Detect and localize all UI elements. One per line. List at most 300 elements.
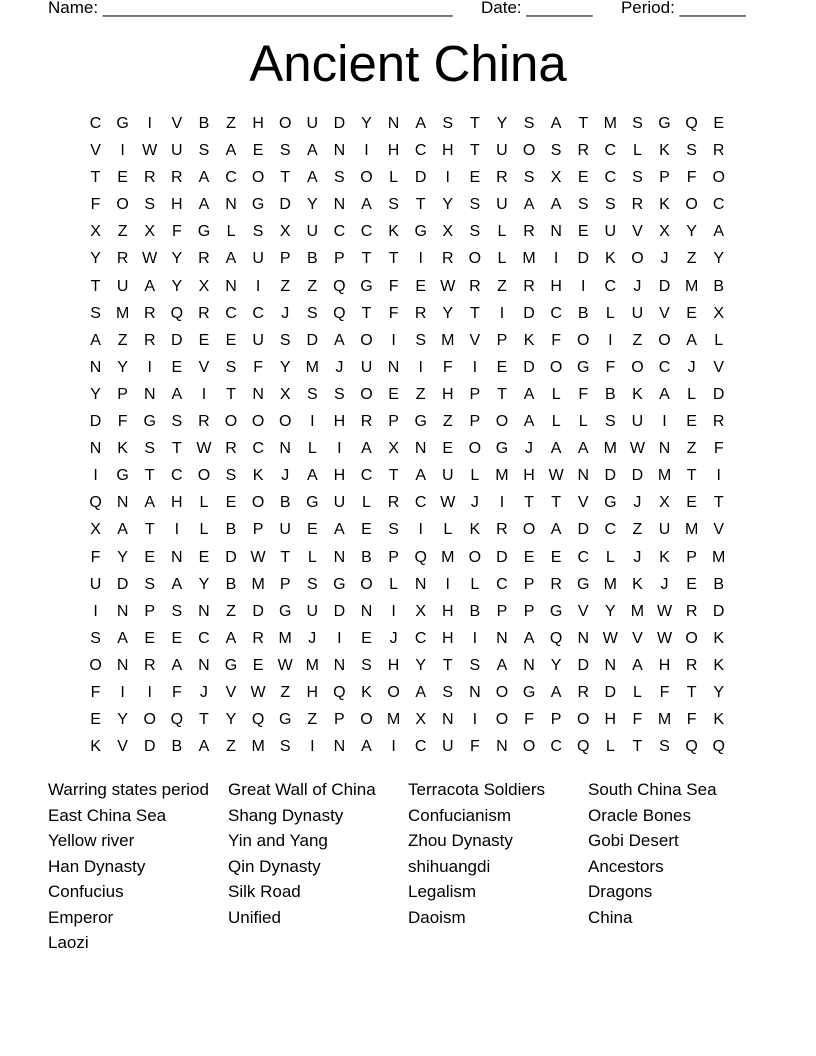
grid-letter: S <box>171 413 183 431</box>
grid-letter: R <box>198 304 210 322</box>
word-list-item: Daoism <box>408 907 466 927</box>
grid-letter: N <box>604 656 617 674</box>
grid-letter: L <box>714 331 724 349</box>
grid-letter: I <box>391 331 396 349</box>
grid-letter: O <box>116 196 129 214</box>
grid-letter: B <box>577 304 589 322</box>
grid-letter: M <box>603 115 617 132</box>
grid-letter: F <box>605 358 616 376</box>
grid-letter: A <box>171 575 183 593</box>
word-list-item: Dragons <box>588 882 653 901</box>
word-list-item: Great Wall of China <box>228 780 376 799</box>
word-list-item: Terracota Soldiers <box>408 780 546 799</box>
grid-letter: M <box>441 331 455 349</box>
grid-letter: F <box>551 331 562 349</box>
grid-letter: B <box>279 494 291 512</box>
grid-letter: O <box>360 575 373 593</box>
grid-letter: D <box>279 196 291 214</box>
grid-letter: A <box>713 223 725 241</box>
grid-letter: F <box>90 548 101 566</box>
grid-letter: O <box>251 494 265 512</box>
grid-letter: E <box>577 223 589 241</box>
grid-letter: B <box>306 250 318 268</box>
grid-letter: F <box>524 711 534 729</box>
grid-letter: D <box>414 169 427 187</box>
grid-letter: V <box>577 602 589 620</box>
word-search-grid <box>82 110 732 760</box>
grid-letter: Z <box>415 385 426 403</box>
grid-letter: E <box>252 142 264 160</box>
grid-letter: T <box>144 521 155 539</box>
grid-letter: D <box>333 602 346 620</box>
grid-letter: F <box>117 413 128 431</box>
grid-letter: W <box>277 656 293 674</box>
grid-letter: X <box>713 304 725 322</box>
grid-letter: C <box>252 440 264 458</box>
grid-letter: K <box>469 521 481 539</box>
grid-letter: Y <box>198 575 210 593</box>
grid-letter: E <box>415 277 426 295</box>
grid-letter: P <box>388 548 399 566</box>
grid-letter: Z <box>497 277 507 295</box>
grid-letter: T <box>713 494 724 512</box>
grid-letter: T <box>551 494 562 512</box>
grid-letter: E <box>225 494 237 512</box>
grid-letter: S <box>469 656 481 674</box>
grid-letter: A <box>550 521 562 539</box>
grid-letter: S <box>388 196 399 214</box>
grid-letter: I <box>608 331 613 349</box>
grid-letter: A <box>361 738 372 756</box>
grid-letter: P <box>334 711 345 729</box>
grid-letter: C <box>604 142 617 160</box>
grid-letter: T <box>497 385 507 403</box>
grid-letter: Y <box>171 277 183 295</box>
grid-letter: A <box>117 629 128 647</box>
grid-letter: M <box>251 738 265 756</box>
grid-letter: R <box>387 494 400 512</box>
grid-letter: J <box>470 494 479 512</box>
grid-letter: W <box>142 250 158 268</box>
grid-letter: F <box>686 711 697 729</box>
word-list-item: Yin and Yang <box>228 831 328 850</box>
grid-letter: I <box>147 358 152 376</box>
grid-letter: Q <box>333 683 346 701</box>
grid-letter: A <box>225 629 237 647</box>
grid-letter: R <box>523 277 535 295</box>
grid-letter: W <box>142 142 158 160</box>
grid-letter: J <box>633 548 642 566</box>
grid-letter: N <box>414 575 427 593</box>
grid-letter: V <box>90 142 101 160</box>
grid-letter: S <box>171 602 183 620</box>
grid-letter: N <box>496 738 508 756</box>
grid-letter: S <box>198 142 210 160</box>
grid-letter: S <box>604 413 616 431</box>
grid-letter: I <box>472 711 478 729</box>
grid-letter: G <box>658 115 671 132</box>
grid-letter: U <box>306 223 319 241</box>
grid-letter: E <box>361 521 372 539</box>
grid-letter: V <box>577 494 589 512</box>
grid-letter: S <box>225 358 237 376</box>
grid-letter: E <box>198 548 210 566</box>
grid-letter: O <box>360 331 373 349</box>
grid-letter: J <box>660 250 669 268</box>
grid-letter: M <box>712 548 726 566</box>
grid-letter: S <box>279 142 291 160</box>
grid-letter: J <box>633 277 642 295</box>
word-list-item: Confucius <box>48 882 124 901</box>
grid-letter: N <box>360 602 373 620</box>
grid-letter: O <box>278 413 292 431</box>
grid-letter: H <box>387 656 400 674</box>
grid-letter: N <box>198 656 210 674</box>
grid-letter: N <box>577 467 590 485</box>
grid-letter: D <box>631 467 644 485</box>
grid-letter: Y <box>306 196 318 214</box>
grid-letter: I <box>147 115 152 132</box>
grid-letter: R <box>225 440 237 458</box>
grid-letter: T <box>388 467 399 485</box>
grid-letter: J <box>525 440 534 458</box>
grid-letter: Y <box>279 358 291 376</box>
grid-letter: H <box>333 413 346 431</box>
grid-letter: D <box>577 656 590 674</box>
grid-letter: T <box>90 169 101 187</box>
grid-letter: I <box>310 413 315 431</box>
grid-letter: G <box>549 602 563 620</box>
grid-letter: S <box>279 331 291 349</box>
grid-letter: F <box>388 277 399 295</box>
grid-letter: H <box>252 115 264 132</box>
grid-letter: A <box>361 440 372 458</box>
grid-letter: C <box>658 358 671 376</box>
grid-letter: T <box>524 494 534 512</box>
grid-letter: I <box>93 602 98 620</box>
grid-letter: Z <box>686 250 697 268</box>
grid-letter: H <box>387 142 400 160</box>
grid-letter: G <box>604 494 617 512</box>
period-label: Period: <box>620 0 675 17</box>
grid-letter: U <box>116 277 129 295</box>
page-title: Ancient China <box>249 35 567 92</box>
grid-letter: A <box>198 738 210 756</box>
grid-letter: G <box>522 683 536 701</box>
grid-letter: P <box>279 250 291 268</box>
grid-letter: U <box>252 331 264 349</box>
grid-letter: N <box>469 683 481 701</box>
grid-letter: I <box>499 494 505 512</box>
grid-letter: S <box>523 169 535 187</box>
grid-letter: C <box>171 467 183 485</box>
word-list-item: South China Sea <box>588 780 717 799</box>
grid-letter: N <box>225 196 237 214</box>
grid-letter: V <box>632 629 643 647</box>
grid-letter: P <box>496 602 508 620</box>
grid-letter: N <box>225 277 237 295</box>
grid-letter: A <box>686 331 697 349</box>
grid-letter: W <box>629 440 645 458</box>
grid-letter: P <box>469 413 481 431</box>
grid-letter: O <box>360 385 373 403</box>
grid-letter: O <box>495 711 509 729</box>
grid-letter: F <box>713 440 724 458</box>
grid-letter: O <box>495 683 509 701</box>
grid-letter: Z <box>117 223 128 241</box>
grid-letter: Z <box>226 602 236 620</box>
grid-letter: R <box>198 413 210 431</box>
grid-letter: F <box>686 169 697 187</box>
grid-letter: S <box>604 196 616 214</box>
grid-letter: A <box>306 142 318 160</box>
grid-letter: Y <box>496 115 508 132</box>
grid-letter: A <box>523 629 535 647</box>
grid-letter: R <box>685 602 698 620</box>
grid-letter: F <box>90 196 101 214</box>
grid-letter: L <box>199 494 209 512</box>
grid-letter: Y <box>171 250 183 268</box>
grid-letter: T <box>90 277 101 295</box>
grid-letter: G <box>116 115 129 132</box>
grid-letter: O <box>522 738 536 756</box>
grid-letter: P <box>686 548 697 566</box>
grid-letter: L <box>362 494 371 512</box>
grid-letter: D <box>658 277 671 295</box>
grid-letter: R <box>496 169 508 187</box>
grid-letter: U <box>89 575 102 593</box>
grid-letter: E <box>550 548 562 566</box>
name-label: Name: <box>48 0 99 17</box>
word-list-item: Ancestors <box>588 856 664 876</box>
grid-letter: L <box>632 142 642 160</box>
grid-letter: Q <box>685 115 698 132</box>
grid-letter: P <box>469 385 481 403</box>
grid-letter: O <box>360 169 373 187</box>
grid-letter: D <box>604 683 617 701</box>
grid-letter: A <box>550 115 562 132</box>
grid-letter: U <box>631 304 644 322</box>
grid-letter: C <box>414 629 427 647</box>
grid-letter: M <box>115 304 130 322</box>
grid-letter: V <box>225 683 237 701</box>
grid-letter: F <box>659 683 670 701</box>
grid-letter: Z <box>117 331 128 349</box>
grid-letter: P <box>279 575 291 593</box>
grid-letter: H <box>658 656 671 674</box>
grid-letter: U <box>496 196 508 214</box>
grid-letter: J <box>281 467 290 485</box>
grid-letter: S <box>144 440 156 458</box>
grid-letter: S <box>469 223 481 241</box>
grid-letter: U <box>604 223 617 241</box>
grid-letter: F <box>469 738 480 756</box>
grid-letter: I <box>93 467 98 485</box>
grid-letter: D <box>252 602 264 620</box>
grid-letter: M <box>684 277 699 295</box>
grid-letter: S <box>632 169 643 187</box>
grid-letter: W <box>250 683 266 701</box>
grid-letter: P <box>334 250 345 268</box>
grid-letter: Y <box>90 250 101 268</box>
grid-letter: R <box>577 142 590 160</box>
grid-letter: K <box>90 738 101 756</box>
grid-letter: K <box>713 656 725 674</box>
grid-letter: I <box>662 413 667 431</box>
grid-letter: U <box>306 602 319 620</box>
grid-letter: A <box>306 169 318 187</box>
grid-letter: R <box>252 629 264 647</box>
grid-letter: O <box>712 169 725 187</box>
grid-letter: I <box>201 385 207 403</box>
grid-letter: E <box>496 358 508 376</box>
grid-letter: I <box>391 738 396 756</box>
grid-letter: N <box>279 440 291 458</box>
grid-letter: A <box>415 467 426 485</box>
grid-letter: O <box>685 629 698 647</box>
grid-letter: H <box>604 711 617 729</box>
grid-letter: L <box>307 548 317 566</box>
grid-letter: Y <box>442 196 454 214</box>
word-list-item: Silk Road <box>228 882 301 901</box>
name-blank: _____________________________________ <box>102 0 453 17</box>
grid-letter: A <box>90 331 101 349</box>
grid-letter: A <box>496 656 508 674</box>
grid-letter: F <box>253 358 263 376</box>
grid-letter: A <box>198 196 210 214</box>
grid-letter: S <box>306 385 318 403</box>
grid-letter: U <box>333 494 346 512</box>
grid-letter: T <box>226 385 236 403</box>
grid-letter: X <box>415 711 426 729</box>
grid-letter: Z <box>307 277 318 295</box>
grid-letter: N <box>116 494 129 512</box>
grid-letter: S <box>144 196 156 214</box>
grid-letter: A <box>225 250 237 268</box>
grid-letter: X <box>388 440 399 458</box>
grid-letter: K <box>361 683 372 701</box>
grid-letter: S <box>252 223 264 241</box>
grid-letter: N <box>658 440 671 458</box>
word-list <box>48 777 768 956</box>
grid-letter: O <box>522 521 536 539</box>
grid-letter: S <box>361 656 372 674</box>
grid-letter: N <box>414 440 427 458</box>
grid-letter: V <box>198 358 210 376</box>
grid-letter: Z <box>442 413 453 431</box>
grid-letter: N <box>89 358 102 376</box>
grid-letter: A <box>361 196 372 214</box>
grid-letter: G <box>360 277 373 295</box>
word-list-item: Laozi <box>48 933 89 952</box>
grid-letter: R <box>712 413 725 431</box>
grid-letter: C <box>550 304 562 322</box>
grid-letter: Z <box>226 738 236 756</box>
grid-letter: L <box>605 738 615 756</box>
grid-letter: A <box>415 115 426 132</box>
grid-letter: G <box>278 602 292 620</box>
grid-letter: S <box>550 142 562 160</box>
grid-letter: M <box>278 629 292 647</box>
grid-letter: G <box>577 575 590 593</box>
grid-letter: M <box>305 656 319 674</box>
grid-letter: R <box>143 656 156 674</box>
grid-letter: H <box>441 385 454 403</box>
grid-letter: R <box>116 250 129 268</box>
grid-letter: Q <box>685 738 698 756</box>
grid-letter: I <box>120 683 125 701</box>
grid-letter: S <box>90 304 101 322</box>
grid-letter: S <box>442 115 454 132</box>
word-list-item: China <box>588 907 633 927</box>
grid-letter: A <box>523 196 535 214</box>
grid-letter: Z <box>280 277 291 295</box>
grid-letter: N <box>252 385 264 403</box>
grid-letter: Q <box>333 304 346 322</box>
grid-letter: J <box>199 683 208 701</box>
grid-letter: N <box>333 142 346 160</box>
grid-letter: U <box>279 521 291 539</box>
grid-letter: A <box>171 656 183 674</box>
grid-letter: N <box>89 440 102 458</box>
grid-letter: M <box>603 575 617 593</box>
grid-letter: W <box>656 629 673 647</box>
grid-letter: S <box>686 142 697 160</box>
grid-letter: A <box>334 331 345 349</box>
grid-letter: S <box>144 575 156 593</box>
grid-letter: K <box>632 385 643 403</box>
grid-letter: A <box>550 440 562 458</box>
grid-letter: N <box>387 358 400 376</box>
grid-letter: W <box>602 629 618 647</box>
grid-letter: I <box>472 629 478 647</box>
grid-letter: A <box>415 683 426 701</box>
grid-letter: G <box>116 467 129 485</box>
grid-letter: N <box>387 115 400 132</box>
grid-letter: O <box>577 711 590 729</box>
grid-letter: C <box>496 575 508 593</box>
grid-letter: A <box>144 277 156 295</box>
grid-letter: E <box>442 440 454 458</box>
grid-letter: T <box>388 250 399 268</box>
word-list-item: Yellow river <box>48 831 135 850</box>
grid-letter: K <box>604 250 616 268</box>
grid-letter: A <box>306 467 318 485</box>
grid-letter: C <box>252 304 264 322</box>
grid-letter: O <box>468 440 482 458</box>
grid-letter: D <box>116 575 129 593</box>
grid-letter: B <box>361 548 372 566</box>
grid-letter: R <box>712 142 725 160</box>
grid-letter: C <box>604 169 617 187</box>
grid-letter: Z <box>280 683 291 701</box>
grid-letter: W <box>440 277 456 295</box>
grid-letter: A <box>144 494 156 512</box>
grid-letter: C <box>577 548 590 566</box>
grid-letter: S <box>225 467 237 485</box>
grid-letter: B <box>604 385 616 403</box>
period-blank: _______ <box>679 0 746 17</box>
grid-letter: G <box>414 223 427 241</box>
grid-letter: M <box>386 711 401 729</box>
grid-letter: G <box>278 711 292 729</box>
grid-letter: T <box>686 467 697 485</box>
grid-letter: G <box>333 575 346 593</box>
grid-letter: Q <box>577 738 590 756</box>
grid-letter: T <box>199 711 209 729</box>
grid-letter: M <box>522 250 536 268</box>
grid-letter: U <box>306 115 319 132</box>
